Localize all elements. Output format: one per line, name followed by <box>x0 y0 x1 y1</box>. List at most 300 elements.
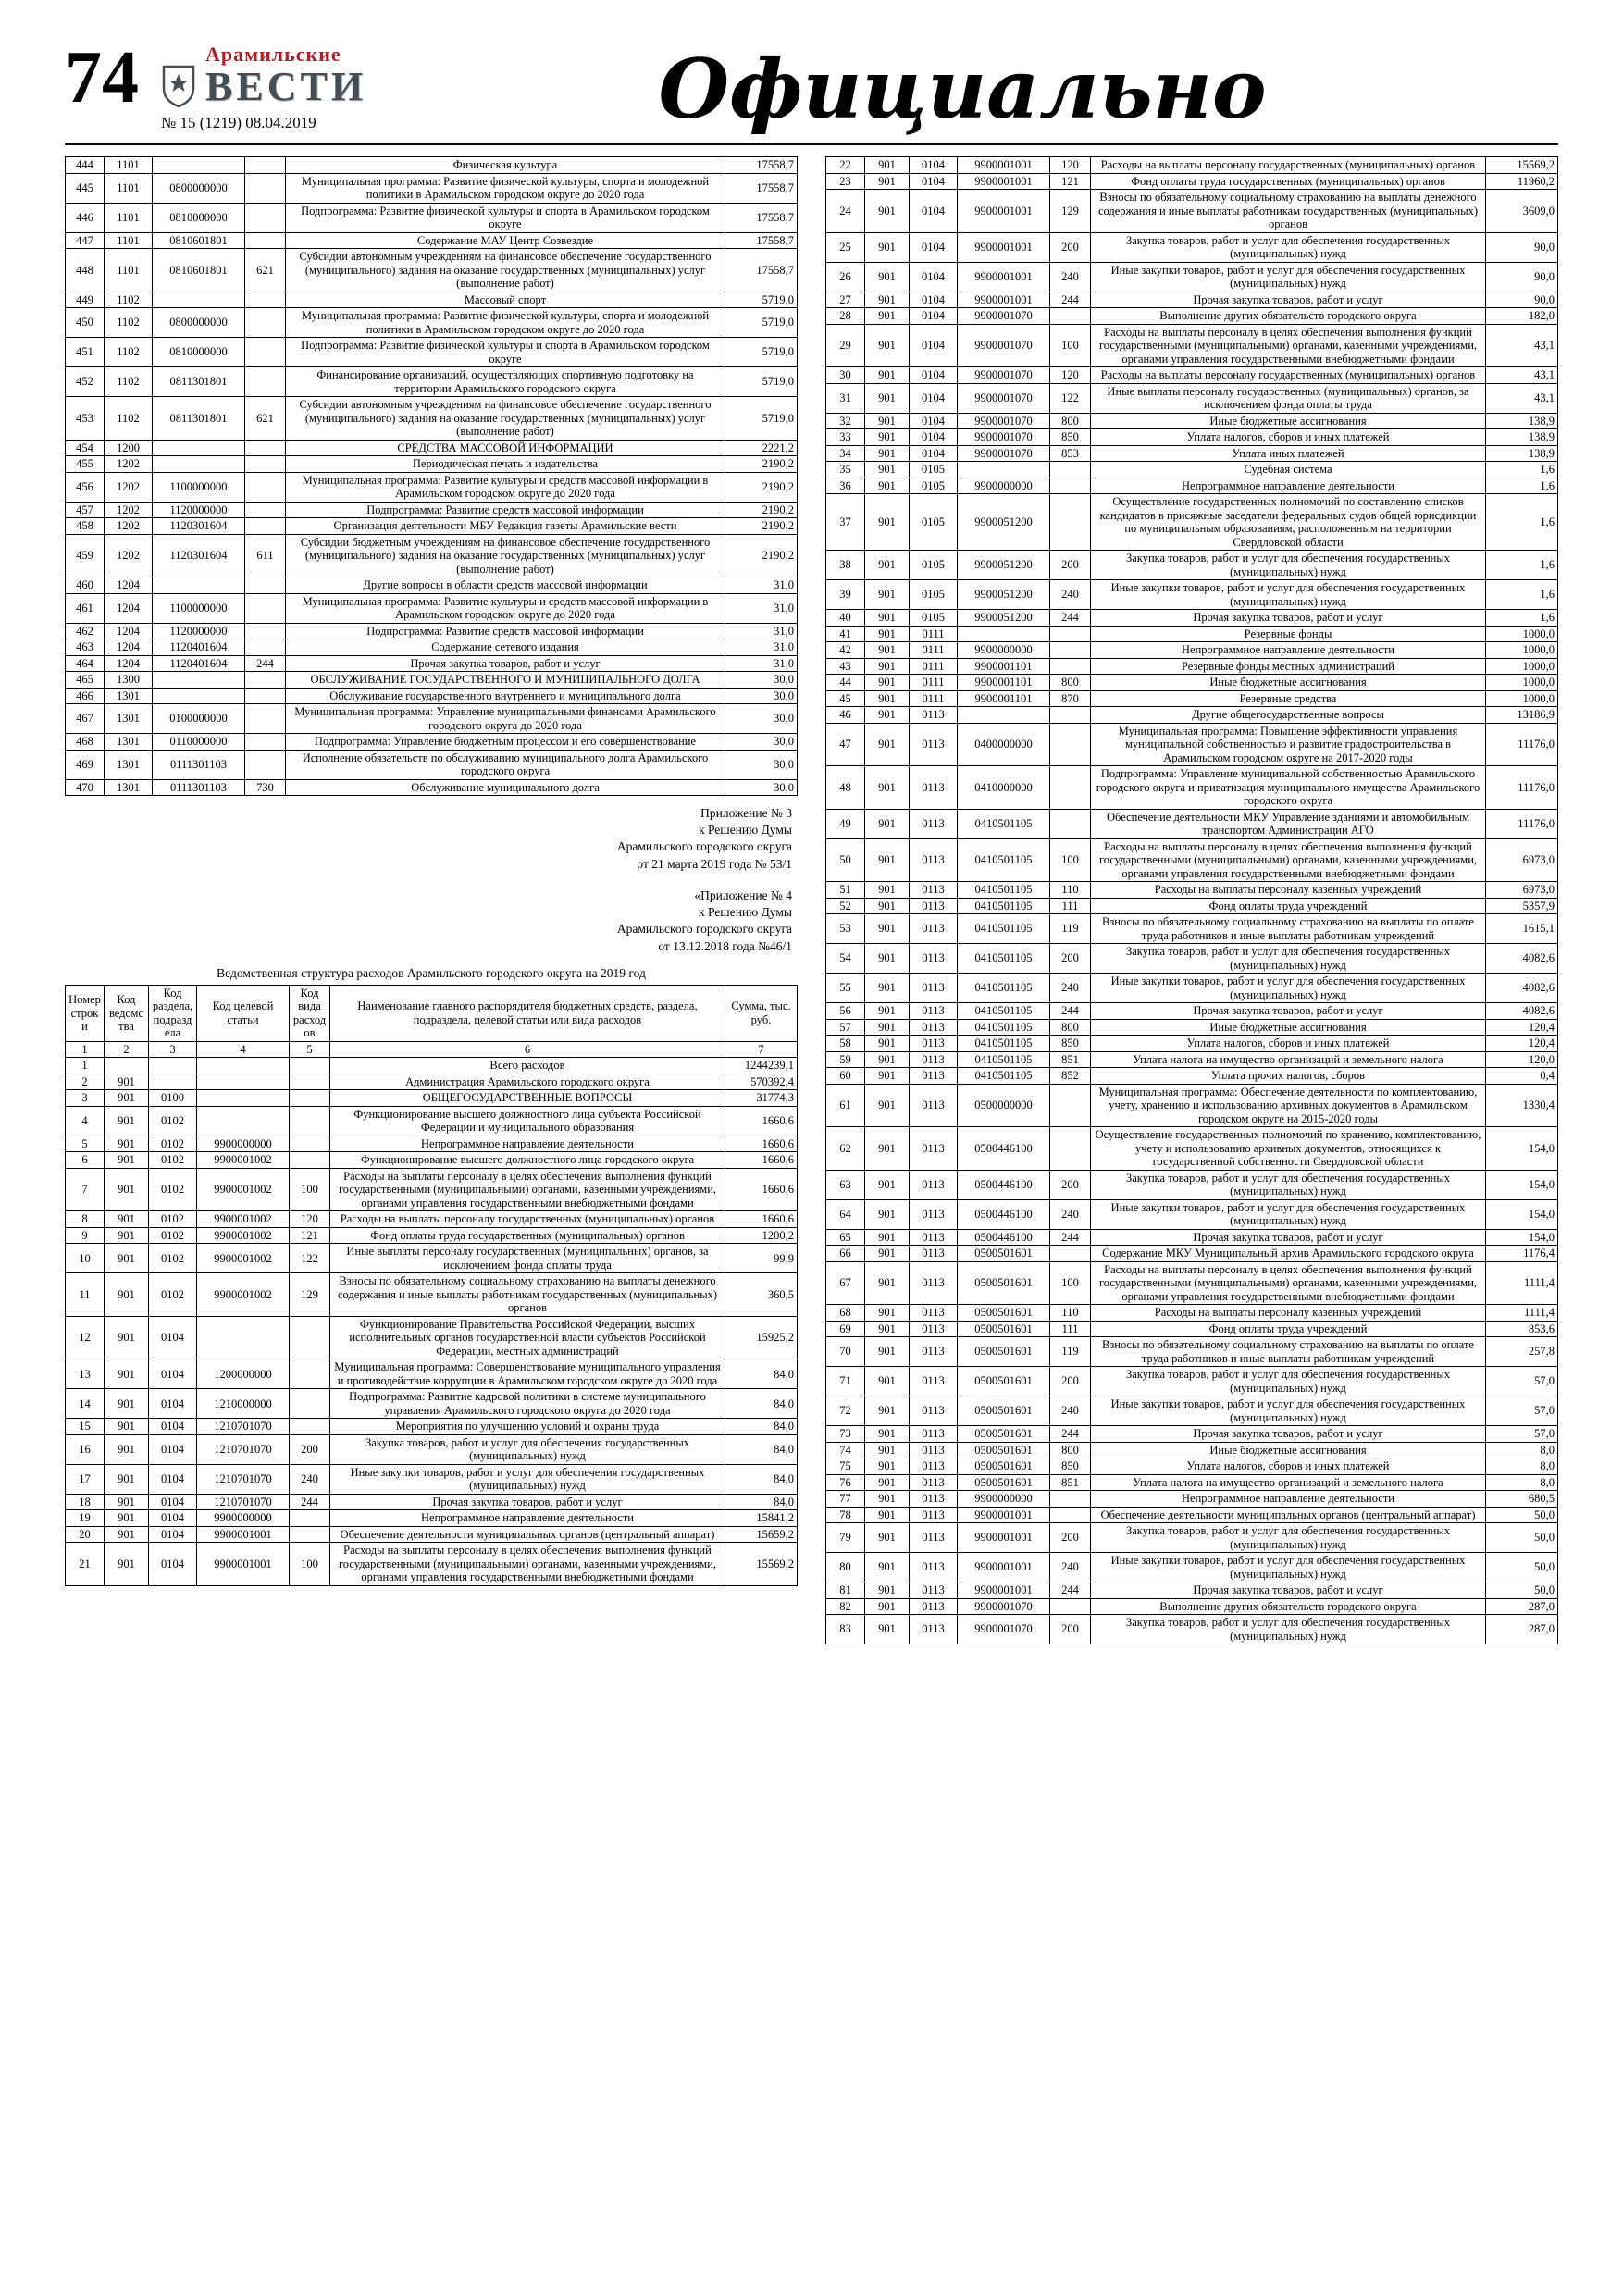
razdel-code-cell: 1204 <box>105 623 153 639</box>
target-article-cell: 9900001001 <box>958 173 1050 190</box>
target-article-cell: 0410501105 <box>958 944 1050 974</box>
razdel-code-cell: 0104 <box>149 1510 197 1527</box>
issue-line: № 15 (1219) 08.04.2019 <box>161 114 316 131</box>
name-cell: Резервные фонды <box>1091 626 1486 642</box>
expense-type-cell: 800 <box>1050 675 1091 691</box>
expense-type-cell: 240 <box>290 1464 330 1494</box>
sum-cell: 2190,2 <box>725 534 798 577</box>
name-cell: Уплата налогов, сборов и иных платежей <box>1091 1036 1486 1052</box>
appendix-notes <box>65 805 792 955</box>
target-article-cell: 1100000000 <box>153 472 245 502</box>
razdel-code-cell: 0113 <box>910 838 958 882</box>
row-number-cell: 20 <box>66 1526 105 1543</box>
sum-cell: 11176,0 <box>1486 766 1558 810</box>
expense-type-cell: 870 <box>1050 690 1091 707</box>
sum-cell: 120,4 <box>1486 1036 1558 1052</box>
name-cell: Субсидии автономным учреждениям на финансовое обеспечение государственного (муниципального) задания на оказание государственных (муниципальных) услуг (выполнение работ) <box>286 249 725 292</box>
name-cell: Иные выплаты персоналу государственных (муниципальных) органов, за исключением фонда оплаты труда <box>1091 383 1486 413</box>
name-cell: ОБЩЕГОСУДАРСТВЕННЫЕ ВОПРОСЫ <box>330 1090 725 1107</box>
table-row <box>66 1152 798 1169</box>
target-article-cell: 0500446100 <box>958 1229 1050 1246</box>
expense-type-cell: 110 <box>1050 1305 1091 1322</box>
name-cell: Подпрограмма: Управление бюджетным процессом и его совершенствование <box>286 734 725 751</box>
name-cell: Иные закупки товаров, работ и услуг для обеспечения государственных (муниципальных) нужд <box>1091 1199 1486 1229</box>
razdel-code-cell: 0104 <box>910 429 958 446</box>
expense-type-cell: 200 <box>1050 1523 1091 1553</box>
table-row <box>66 704 798 734</box>
vedomstvo-code-cell: 901 <box>865 462 910 478</box>
sum-cell: 50,0 <box>1486 1507 1558 1523</box>
vedomstvo-code-cell: 901 <box>865 1553 910 1582</box>
target-article-cell: 9900051200 <box>958 494 1050 551</box>
sum-cell: 154,0 <box>1486 1229 1558 1246</box>
target-article-cell: 9900000000 <box>958 1491 1050 1508</box>
expense-type-cell <box>245 232 286 249</box>
razdel-code-cell: 0113 <box>910 1491 958 1508</box>
expense-type-cell: 119 <box>1050 1337 1091 1367</box>
target-article-cell: 0800000000 <box>153 173 245 203</box>
name-cell: Прочая закупка товаров, работ и услуг <box>286 655 725 672</box>
sum-cell: 1,6 <box>1486 494 1558 551</box>
target-article-cell: 1210000000 <box>197 1389 290 1419</box>
vedomstvo-code-cell: 901 <box>105 1168 149 1211</box>
column-number: 7 <box>725 1041 798 1058</box>
expense-type-cell <box>245 203 286 232</box>
row-number-cell: 27 <box>826 292 865 308</box>
vedomstvo-code-cell: 901 <box>105 1090 149 1107</box>
table-row <box>826 1036 1558 1052</box>
vedomstvo-code-cell: 901 <box>865 478 910 494</box>
expense-type-cell: 851 <box>1050 1474 1091 1491</box>
target-article-cell: 1120000000 <box>153 502 245 518</box>
newspaper-logo <box>161 43 366 132</box>
row-number-cell: 453 <box>66 397 105 441</box>
column-header-expense-type: Код вида расходов <box>290 985 330 1041</box>
razdel-code-cell: 1301 <box>105 750 153 779</box>
row-number-cell: 52 <box>826 898 865 914</box>
razdel-code-cell: 0104 <box>910 324 958 367</box>
razdel-code-cell: 0104 <box>910 232 958 262</box>
sum-cell: 30,0 <box>725 750 798 779</box>
vedomstvo-code-cell: 901 <box>865 1582 910 1599</box>
masthead <box>65 37 1558 137</box>
table-row <box>66 623 798 639</box>
main-table-header <box>66 985 798 1058</box>
vedomstvo-code-cell: 901 <box>105 1244 149 1273</box>
name-cell: Администрация Арамильского городского округа <box>330 1074 725 1090</box>
name-cell: Мероприятия по улучшению условий и охраны труда <box>330 1419 725 1435</box>
sum-cell: 1,6 <box>1486 551 1558 580</box>
row-number-cell: 16 <box>66 1434 105 1464</box>
row-number-cell: 470 <box>66 779 105 796</box>
sum-cell: 1660,6 <box>725 1211 798 1228</box>
table-row <box>66 367 798 397</box>
appendix-line: от 13.12.2018 года №46/1 <box>658 938 792 953</box>
razdel-code-cell: 1101 <box>105 249 153 292</box>
razdel-code-cell: 0113 <box>910 1199 958 1229</box>
target-article-cell: 1210701070 <box>197 1494 290 1510</box>
vedomstvo-code-cell: 901 <box>105 1526 149 1543</box>
row-number-cell: 456 <box>66 472 105 502</box>
table-row <box>826 445 1558 462</box>
name-cell: Иные закупки товаров, работ и услуг для обеспечения государственных (муниципальных) нужд <box>1091 580 1486 610</box>
row-number-cell: 8 <box>66 1211 105 1228</box>
name-cell: Прочая закупка товаров, работ и услуг <box>1091 1003 1486 1020</box>
table-row <box>826 882 1558 899</box>
razdel-code-cell: 1301 <box>105 704 153 734</box>
table-row <box>826 690 1558 707</box>
table-row <box>826 642 1558 659</box>
name-cell: Финансирование организаций, осуществляющих спортивную подготовку на территории Арамильского городского округа <box>286 367 725 397</box>
sum-cell: 287,0 <box>1486 1598 1558 1615</box>
vedomstvo-code-cell: 901 <box>865 1246 910 1262</box>
row-number-cell: 26 <box>826 262 865 292</box>
row-number-cell: 7 <box>66 1168 105 1211</box>
expense-type-cell <box>1050 462 1091 478</box>
sum-cell: 3609,0 <box>1486 190 1558 233</box>
expense-type-cell: 119 <box>1050 914 1091 944</box>
table-row <box>826 1426 1558 1443</box>
sum-cell: 17558,7 <box>725 173 798 203</box>
row-number-cell: 36 <box>826 478 865 494</box>
vedomstvo-code-cell: 901 <box>865 292 910 308</box>
table-row <box>826 1084 1558 1127</box>
sum-cell: 1,6 <box>1486 462 1558 478</box>
target-article-cell: 0410000000 <box>958 766 1050 810</box>
razdel-code-cell: 1202 <box>105 534 153 577</box>
column-number: 1 <box>66 1041 105 1058</box>
table-row <box>826 478 1558 494</box>
razdel-code-cell: 1101 <box>105 157 153 174</box>
row-number-cell: 22 <box>826 157 865 174</box>
row-number-cell: 71 <box>826 1367 865 1396</box>
target-article-cell: 0400000000 <box>958 723 1050 766</box>
row-number-cell: 72 <box>826 1396 865 1426</box>
table-row <box>826 1246 1558 1262</box>
appendix-line: Приложение № 3 <box>700 806 792 820</box>
name-cell: Муниципальная программа: Развитие физической культуры, спорта и молодежной политики в Арамильском городском округе до 2020 года <box>286 173 725 203</box>
name-cell: Муниципальная программа: Развитие культуры и средств массовой информации в Арамильском городском округе до 2020 года <box>286 472 725 502</box>
table-row <box>66 1543 798 1586</box>
sum-cell: 15659,2 <box>725 1526 798 1543</box>
expense-type-cell <box>245 750 286 779</box>
row-number-cell: 47 <box>826 723 865 766</box>
vedomstvo-code-cell: 901 <box>865 308 910 325</box>
razdel-code-cell: 0113 <box>910 1523 958 1553</box>
target-article-cell: 9900000000 <box>958 478 1050 494</box>
razdel-code-cell: 0104 <box>149 1316 197 1359</box>
vedomstvo-code-cell: 901 <box>865 1084 910 1127</box>
sum-cell: 31,0 <box>725 593 798 623</box>
table-row <box>826 367 1558 384</box>
vedomstvo-code-cell: 901 <box>105 1359 149 1389</box>
target-article-cell: 9900001001 <box>958 157 1050 174</box>
expense-type-cell <box>245 704 286 734</box>
table-row <box>66 655 798 672</box>
name-cell: Расходы на выплаты персоналу государственных (муниципальных) органов <box>330 1211 725 1228</box>
vedomstvo-code-cell: 901 <box>105 1211 149 1228</box>
sum-cell: 1200,2 <box>725 1227 798 1244</box>
razdel-code-cell: 0102 <box>149 1244 197 1273</box>
expense-type-cell <box>245 639 286 656</box>
razdel-code-cell: 0113 <box>910 898 958 914</box>
razdel-code-cell: 0104 <box>149 1419 197 1435</box>
target-article-cell <box>197 1074 290 1090</box>
header-divider <box>65 143 1558 145</box>
name-cell: Непрограммное направление деятельности <box>1091 642 1486 659</box>
vedomstvo-code-cell: 901 <box>865 707 910 724</box>
vedomstvo-code-cell: 901 <box>865 324 910 367</box>
razdel-code-cell: 0111 <box>910 626 958 642</box>
table-row <box>826 898 1558 914</box>
target-article-cell: 1100000000 <box>153 593 245 623</box>
target-article-cell: 9900001070 <box>958 445 1050 462</box>
expense-type-cell: 853 <box>1050 445 1091 462</box>
target-article-cell: 9900001101 <box>958 658 1050 675</box>
sum-cell: 50,0 <box>1486 1553 1558 1582</box>
sum-cell: 1660,6 <box>725 1106 798 1136</box>
vedomstvo-code-cell: 901 <box>865 690 910 707</box>
expense-type-cell: 200 <box>1050 232 1091 262</box>
vedomstvo-code-cell: 901 <box>865 190 910 233</box>
name-cell: Фонд оплаты труда учреждений <box>1091 1321 1486 1337</box>
row-number-cell: 451 <box>66 338 105 367</box>
razdel-code-cell: 0113 <box>910 707 958 724</box>
table-row <box>66 1244 798 1273</box>
expense-type-cell <box>1050 809 1091 838</box>
sum-cell: 138,9 <box>1486 445 1558 462</box>
sum-cell: 154,0 <box>1486 1199 1558 1229</box>
target-article-cell: 0410501105 <box>958 1051 1050 1068</box>
vedomstvo-code-cell: 901 <box>865 1396 910 1426</box>
target-article-cell: 0810000000 <box>153 203 245 232</box>
razdel-code-cell: 0104 <box>149 1359 197 1389</box>
expense-type-cell: 244 <box>1050 1229 1091 1246</box>
name-cell: Иные закупки товаров, работ и услуг для обеспечения государственных (муниципальных) нужд <box>1091 262 1486 292</box>
table-row <box>66 203 798 232</box>
sum-cell: 31,0 <box>725 623 798 639</box>
razdel-code-cell: 0113 <box>910 1442 958 1458</box>
sum-cell: 154,0 <box>1486 1170 1558 1199</box>
sum-cell: 680,5 <box>1486 1491 1558 1508</box>
razdel-code-cell: 0104 <box>910 367 958 384</box>
sum-cell: 4082,6 <box>1486 1003 1558 1020</box>
row-number-cell: 67 <box>826 1261 865 1305</box>
target-article-cell: 0500501601 <box>958 1458 1050 1475</box>
sum-cell: 17558,7 <box>725 203 798 232</box>
row-number-cell: 2 <box>66 1074 105 1090</box>
sum-cell: 17558,7 <box>725 157 798 174</box>
name-cell: Физическая культура <box>286 157 725 174</box>
vedomstvo-code-cell: 901 <box>865 1051 910 1068</box>
razdel-code-cell: 0104 <box>910 190 958 233</box>
vedomstvo-code-cell: 901 <box>865 1036 910 1052</box>
row-number-cell: 30 <box>826 367 865 384</box>
razdel-code-cell: 0104 <box>910 157 958 174</box>
razdel-code-cell: 0113 <box>910 1396 958 1426</box>
expense-type-cell: 120 <box>290 1211 330 1228</box>
expense-type-cell <box>1050 1127 1091 1171</box>
name-cell: Муниципальная программа: Совершенствование муниципального управления и противодействие коррупции в Арамильском городском округе до 2020 года <box>330 1359 725 1389</box>
target-article-cell: 1210701070 <box>197 1434 290 1464</box>
expense-type-cell <box>245 672 286 689</box>
vedomstvo-code-cell: 901 <box>865 1337 910 1367</box>
row-number-cell: 51 <box>826 882 865 899</box>
table-row <box>66 734 798 751</box>
vedomstvo-code-cell: 901 <box>105 1136 149 1152</box>
name-cell: Прочая закупка товаров, работ и услуг <box>1091 1426 1486 1443</box>
table-row <box>826 262 1558 292</box>
row-number-cell: 54 <box>826 944 865 974</box>
expense-type-cell: 200 <box>1050 944 1091 974</box>
table-row <box>826 1321 1558 1337</box>
row-number-cell: 63 <box>826 1170 865 1199</box>
sum-cell: 1176,4 <box>1486 1246 1558 1262</box>
vedomstvo-code-cell: 901 <box>865 262 910 292</box>
name-cell: Взносы по обязательному социальному страхованию на выплаты по оплате труда работников и иные выплаты работникам учреждений <box>1091 914 1486 944</box>
name-cell: Резервные средства <box>1091 690 1486 707</box>
razdel-code-cell: 1202 <box>105 456 153 473</box>
razdel-code-cell: 0113 <box>910 1036 958 1052</box>
expense-type-cell <box>245 593 286 623</box>
appendix-line: «Приложение № 4 <box>694 887 792 902</box>
name-cell: Закупка товаров, работ и услуг для обеспечения государственных (муниципальных) нужд <box>1091 1367 1486 1396</box>
vedomstvo-code-cell: 901 <box>865 914 910 944</box>
table-row <box>826 1598 1558 1615</box>
razdel-code-cell: 0113 <box>910 809 958 838</box>
vedomstvo-code-cell: 901 <box>865 429 910 446</box>
table-row <box>826 308 1558 325</box>
sum-cell: 43,1 <box>1486 324 1558 367</box>
name-cell: Обслуживание муниципального долга <box>286 779 725 796</box>
name-cell: Взносы по обязательному социальному страхованию на выплаты денежного содержания и иные выплаты работникам государственных (муниципальных) органов <box>1091 190 1486 233</box>
expense-type-cell: 100 <box>1050 838 1091 882</box>
name-cell: Расходы на выплаты персоналу государственных (муниципальных) органов <box>1091 367 1486 384</box>
vedomstvo-code-cell: 901 <box>105 1273 149 1317</box>
row-number-cell: 14 <box>66 1389 105 1419</box>
row-number-cell: 45 <box>826 690 865 707</box>
target-article-cell: 1120000000 <box>153 623 245 639</box>
expense-type-cell: 111 <box>1050 898 1091 914</box>
sum-cell: 5719,0 <box>725 308 798 338</box>
name-cell: Обеспечение деятельности муниципальных органов (центральный аппарат) <box>1091 1507 1486 1523</box>
table-row <box>826 1170 1558 1199</box>
sum-cell: 154,0 <box>1486 1127 1558 1171</box>
razdel-code-cell: 0104 <box>149 1543 197 1586</box>
sum-cell: 5719,0 <box>725 292 798 308</box>
table-row <box>826 1474 1558 1491</box>
razdel-code-cell: 0113 <box>910 914 958 944</box>
target-article-cell: 0410501105 <box>958 974 1050 1003</box>
target-article-cell: 9900001002 <box>197 1244 290 1273</box>
expense-type-cell: 621 <box>245 249 286 292</box>
target-article-cell: 0410501105 <box>958 1019 1050 1036</box>
name-cell: Прочая закупка товаров, работ и услуг <box>1091 1229 1486 1246</box>
sum-cell: 138,9 <box>1486 429 1558 446</box>
table-row <box>66 1136 798 1152</box>
target-article-cell: 9900001002 <box>197 1152 290 1169</box>
name-cell: Фонд оплаты труда государственных (муниципальных) органов <box>330 1227 725 1244</box>
column-header-name: Наименование главного распорядителя бюджетных средств, раздела, подраздела, целевой статьи или вида расходов <box>330 985 725 1041</box>
razdel-code-cell: 1204 <box>105 655 153 672</box>
target-article-cell: 9900001101 <box>958 675 1050 691</box>
row-number-cell: 23 <box>826 173 865 190</box>
vedomstvo-code-cell: 901 <box>865 232 910 262</box>
target-article-cell: 9900001070 <box>958 367 1050 384</box>
razdel-code-cell: 0113 <box>910 1246 958 1262</box>
row-number-cell: 50 <box>826 838 865 882</box>
row-number-cell: 10 <box>66 1244 105 1273</box>
sum-cell: 0,4 <box>1486 1068 1558 1085</box>
row-number-cell: 83 <box>826 1615 865 1644</box>
expense-type-cell <box>245 173 286 203</box>
row-number-cell: 74 <box>826 1442 865 1458</box>
razdel-code-cell: 0100 <box>149 1090 197 1107</box>
row-number-cell: 58 <box>826 1036 865 1052</box>
expense-type-cell <box>245 518 286 535</box>
target-article-cell: 0500501601 <box>958 1321 1050 1337</box>
row-number-cell: 66 <box>826 1246 865 1262</box>
sum-cell: 4082,6 <box>1486 974 1558 1003</box>
column-header-row-number: Номер строки <box>66 985 105 1041</box>
target-article-cell: 0500446100 <box>958 1170 1050 1199</box>
target-article-cell: 0111301103 <box>153 779 245 796</box>
name-cell: Фонд оплаты труда государственных (муниципальных) органов <box>1091 173 1486 190</box>
table-row <box>66 173 798 203</box>
target-article-cell: 0810000000 <box>153 338 245 367</box>
sum-cell: 43,1 <box>1486 383 1558 413</box>
table-row <box>66 750 798 779</box>
expense-type-cell <box>1050 1246 1091 1262</box>
table-row <box>66 440 798 456</box>
sum-cell: 6973,0 <box>1486 882 1558 899</box>
vedomstvo-code-cell: 901 <box>865 675 910 691</box>
target-article-cell: 0500501601 <box>958 1396 1050 1426</box>
name-cell: Непрограммное направление деятельности <box>1091 478 1486 494</box>
row-number-cell: 18 <box>66 1494 105 1510</box>
vedomstvo-code-cell: 901 <box>865 1321 910 1337</box>
razdel-code-cell: 0104 <box>910 308 958 325</box>
expense-type-cell <box>290 1510 330 1527</box>
name-cell: Содержание МКУ Муниципальный архив Арамильского городского округа <box>1091 1246 1486 1262</box>
expense-type-cell <box>1050 707 1091 724</box>
vedomstvo-code-cell: 901 <box>105 1419 149 1435</box>
expense-type-cell <box>1050 766 1091 810</box>
sum-cell: 57,0 <box>1486 1367 1558 1396</box>
sum-cell: 257,8 <box>1486 1337 1558 1367</box>
target-article-cell: 9900051200 <box>958 580 1050 610</box>
sum-cell: 182,0 <box>1486 308 1558 325</box>
vedomstvo-code-cell: 901 <box>865 1507 910 1523</box>
name-cell: Закупка товаров, работ и услуг для обеспечения государственных (муниципальных) нужд <box>1091 1523 1486 1553</box>
razdel-code-cell: 0113 <box>910 723 958 766</box>
sum-cell: 8,0 <box>1486 1458 1558 1475</box>
table-row <box>66 1359 798 1389</box>
razdel-code-cell: 0113 <box>910 1068 958 1085</box>
razdel-code-cell: 1102 <box>105 292 153 308</box>
razdel-code-cell: 0105 <box>910 551 958 580</box>
table-row <box>66 502 798 518</box>
name-cell: Муниципальная программа: Повышение эффективности управления муниципальной собственностью и развитие градостроительства в Арамильском городском округе на 2017-2020 годы <box>1091 723 1486 766</box>
expense-type-cell: 200 <box>1050 1367 1091 1396</box>
table-row <box>66 232 798 249</box>
name-cell: Подпрограмма: Развитие физической культуры и спорта в Арамильском городском округе <box>286 203 725 232</box>
razdel-code-cell <box>149 1074 197 1090</box>
sum-cell: 5357,9 <box>1486 898 1558 914</box>
expense-type-cell: 129 <box>1050 190 1091 233</box>
name-cell: Осуществление государственных полномочий по составлению списков кандидатов в присяжные заседатели федеральных судов общей юрисдикции по муниципальным образованиям, расположенным на территории Свердловской области <box>1091 494 1486 551</box>
vedomstvo-code-cell: 901 <box>105 1389 149 1419</box>
